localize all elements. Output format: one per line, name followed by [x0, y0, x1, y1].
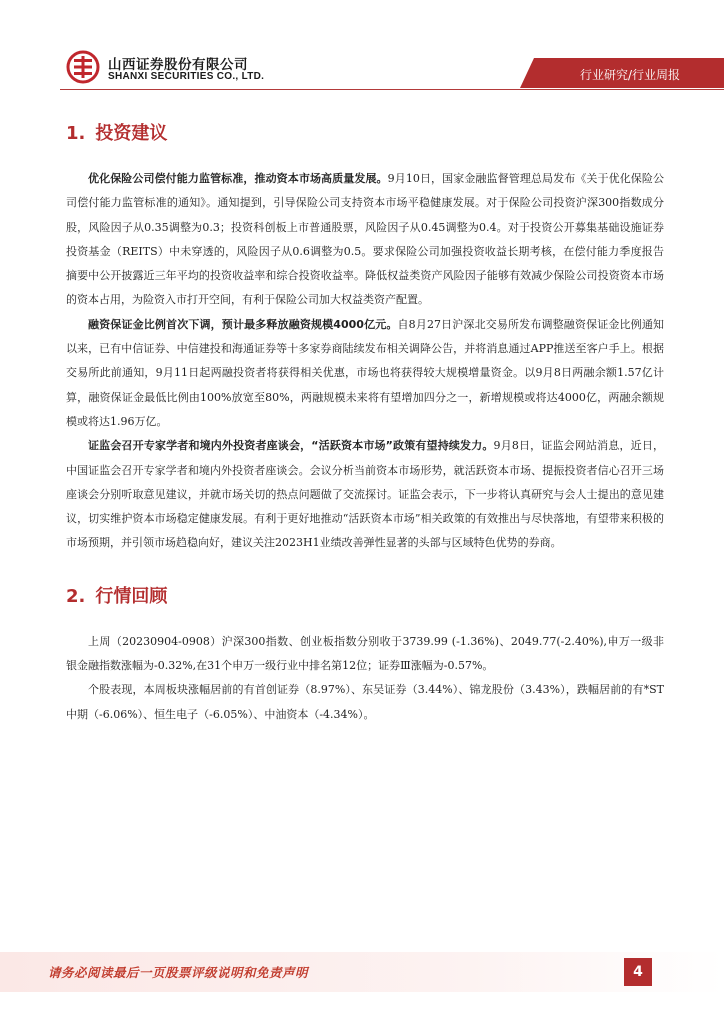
paragraph-lead: 优化保险公司偿付能力监管标准，推动资本市场高质量发展。	[88, 172, 388, 185]
company-logo-icon	[66, 50, 100, 84]
section-heading	[66, 578, 664, 616]
company-name-cn: 山西证券股份有限公司	[108, 57, 248, 73]
page-number: 4	[624, 958, 652, 986]
section-number: 1.	[66, 123, 86, 144]
paragraph	[66, 313, 664, 434]
paragraph-lead: 融资保证金比例首次下调，预计最多释放融资规模4000亿元。	[88, 317, 398, 331]
paragraph-text: 9月10日，国家金融监督管理总局发布《关于优化保险公司偿付能力监管标准的通知》。通知提到，引导保险公司支持资本市场平稳健康发展。对于保险公司投资沪深300指数成分股，风险因子从0.35调整为0.3；投资科创板上市普通股票，风险因子从0.45调整为0.4。对于投资公开募集基础设施证券投资基金（REITS）中未穿透的，风险因子从0.6调整为0.5。要求保险公司加强投资收益长期考核，在偿付能力季度报告摘要中公开披露近三年平均的投资收益率和综合投资收益率。降低权益类资产风险因子能够有效减少保险公司投资资本市场的资本占用，为险资入市打开空间，有利于保险公司加大权益类资产配置。	[66, 172, 665, 307]
section-market-review	[66, 578, 664, 727]
paragraph	[66, 630, 664, 679]
paragraph-text: 上周（20230904-0908）沪深300指数、创业板指数分别收于3739.99 (-1.36%)、2049.77(-2.40%),申万一级非银金融指数涨幅为-0.32%,在31个申万一级行业中排名第12位；证券Ⅲ涨幅为-0.57%。	[66, 634, 664, 673]
page-header	[0, 0, 724, 96]
section-number: 2.	[66, 585, 86, 607]
paragraph-lead: 证监会召开专家学者和境内外投资者座谈会，“活跃资本市场”政策有望持续发力。	[88, 439, 494, 453]
paragraph	[66, 434, 664, 555]
report-type-label: 行业研究/行业周报	[579, 68, 680, 82]
section-investment-advice	[66, 115, 664, 556]
header-divider	[60, 89, 724, 90]
section-title: 行情回顾	[95, 585, 168, 607]
paragraph-text: 个股表现，本周板块涨幅居前的有首创证券（8.97%）、东吴证券（3.44%）、锦龙股份（3.43%），跌幅居前的有*ST中期（-6.06%）、恒生电子（-6.05%）、中油资本（-4.34%）。	[66, 683, 664, 721]
paragraph	[66, 678, 664, 727]
paragraph-text: 自8月27日沪深北交易所发布调整融资保证金比例通知以来，已有中信证券、中信建投和海通证券等十多家券商陆续发布相关调降公告，并将消息通过APP推送至客户手上。根据交易所此前通知，9月11日起两融投资者将获得相关优惠，市场也将获得较大规模增量资金。以9月8日两融余额1.57亿计算，融资保证金最低比例由100%放宽至80%，两融规模未来将有望增加四分之一，新增规模或将达4000亿，两融余额规模或将达1.96万亿。	[66, 317, 664, 428]
footer-disclaimer: 请务必阅读最后一页股票评级说明和免责声明	[48, 965, 309, 980]
section-title: 投资建议	[95, 123, 168, 144]
section-heading	[66, 115, 664, 153]
paragraph-text: 9月8日，证监会网站消息，近日，中国证监会召开专家学者和境内外投资者座谈会。会议分析当前资本市场形势，就活跃资本市场、提振投资者信心召开三场座谈会分别听取意见建议，并就市场关切的热点问题做了交流探讨。证监会表示，下一步将认真研究与会人士提出的意见建议，切实维护资本市场稳定健康发展。有利于更好地推动“活跃资本市场”相关政策的有效推出与尽快落地，有望带来积极的市场预期，并引领市场趋稳向好，建议关注2023H1业绩改善弹性显著的头部与区域特色优势的券商。	[66, 439, 664, 550]
company-name-en: SHANXI SECURITIES CO., LTD.	[108, 71, 265, 82]
report-body	[66, 115, 664, 727]
paragraph	[66, 167, 664, 313]
